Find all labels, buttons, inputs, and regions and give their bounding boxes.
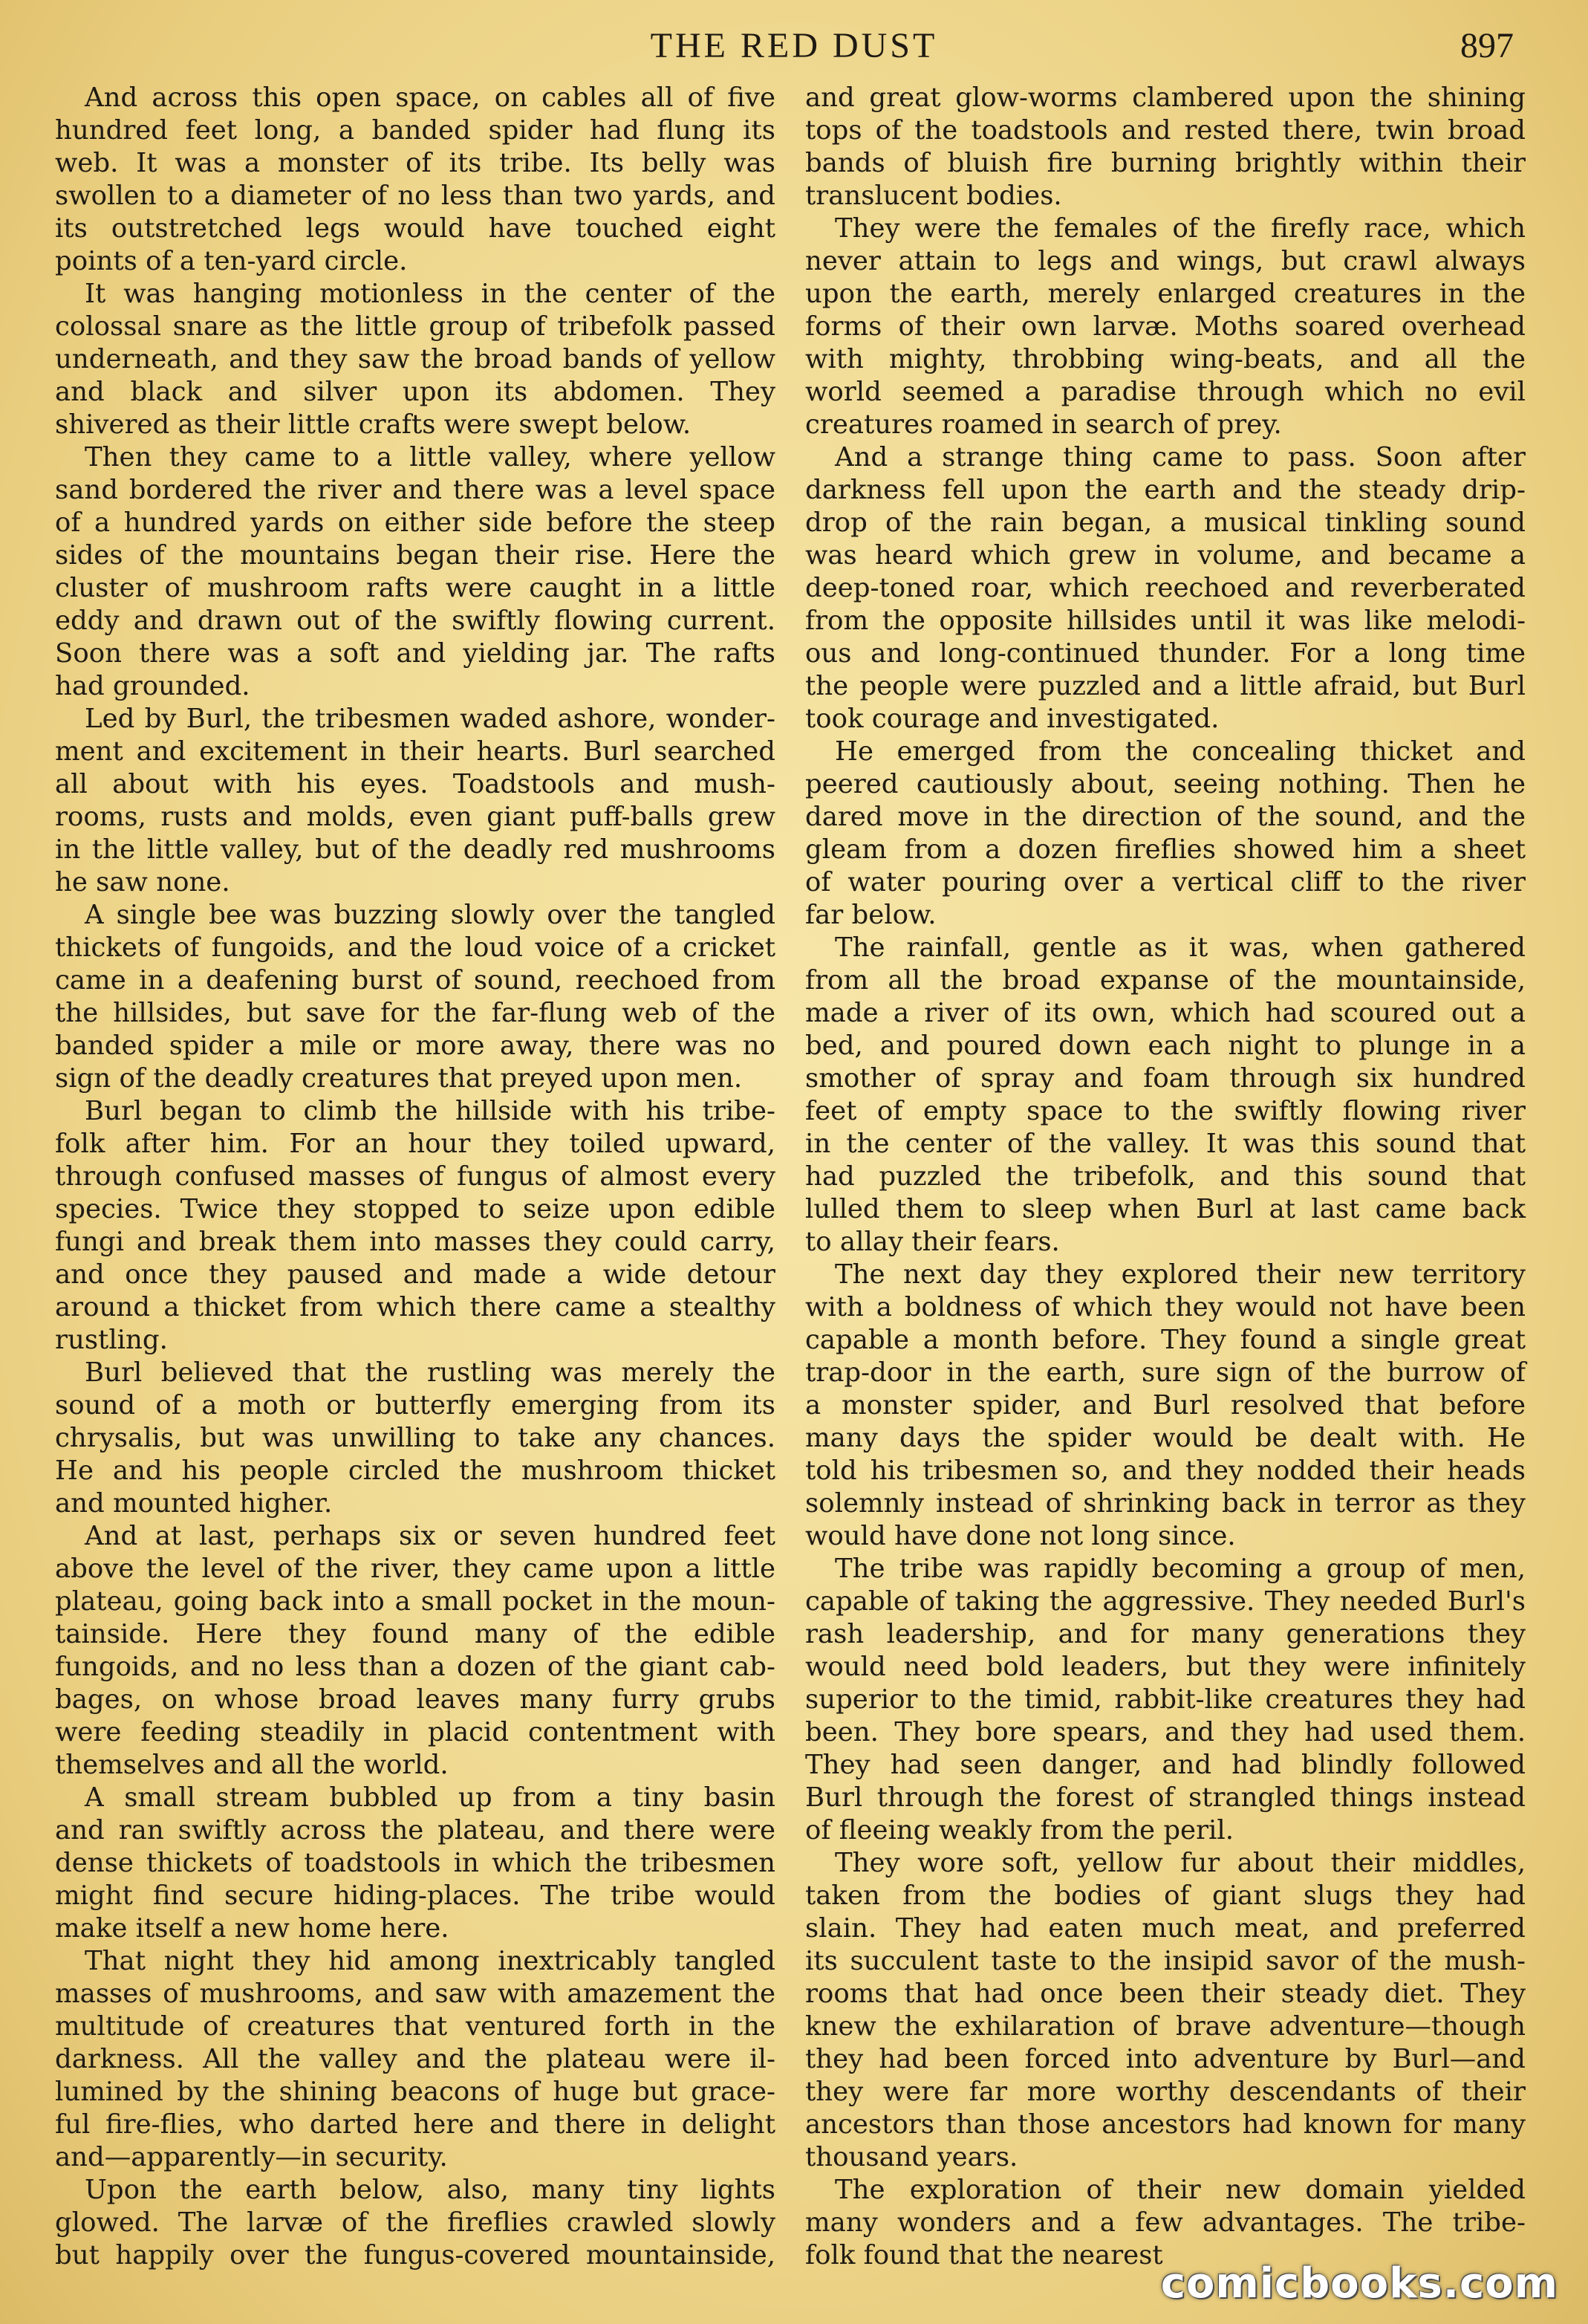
page-header: [0, 22, 1588, 74]
text-line: A single bee was buzzing slowly over the tangled: [85, 900, 775, 930]
text-line: and mounted higher.: [55, 1488, 333, 1519]
text-line: and—apparently—in security.: [55, 2142, 448, 2172]
text-line: of water pouring over a vertical cliff to the river: [805, 867, 1526, 898]
text-line: knew the exhilaration of brave adventure—though: [805, 2011, 1526, 2042]
text-line: to allay their fears.: [805, 1227, 1060, 1257]
text-line: shivered as their little crafts were swept below.: [55, 409, 692, 440]
text-line: The exploration of their new domain yielded: [835, 2175, 1526, 2205]
text-line: Upon the earth below, also, many tiny lights: [85, 2175, 775, 2205]
text-line: and ran swiftly across the plateau, and there were: [55, 1815, 775, 1846]
text-line: told his tribesmen so, and they nodded their heads: [805, 1455, 1526, 1486]
text-line: folk found that the nearest: [805, 2240, 1163, 2271]
text-line: of fleeing weakly from the peril.: [805, 1815, 1234, 1846]
text-line: points of a ten-yard circle.: [55, 246, 408, 276]
text-line: Then they came to a little valley, where yellow: [85, 442, 775, 473]
text-line: The rainfall, gentle as it was, when gathered: [835, 932, 1526, 963]
text-line: They were the females of the firefly race, which: [835, 213, 1526, 244]
text-line: many days the spider would be dealt with. He: [805, 1423, 1526, 1453]
text-line: And at last, perhaps six or seven hundred feet: [85, 1521, 775, 1551]
text-line: He and his people circled the mushroom thicket: [55, 1455, 775, 1486]
text-line: colossal snare as the little group of tribefolk passed: [55, 311, 775, 342]
text-line: Burl through the forest of strangled things instead: [805, 1782, 1526, 1813]
text-line: bages, on whose broad leaves many furry grubs: [55, 1684, 775, 1715]
text-line: with a boldness of which they would not have been: [805, 1292, 1526, 1322]
text-line: never attain to legs and wings, but crawl always: [805, 246, 1526, 276]
text-line: bands of bluish fire burning brightly within their: [805, 148, 1526, 178]
text-line: capable a month before. They found a single great: [805, 1325, 1526, 1355]
text-line: through confused masses of fungus of almost every: [55, 1161, 775, 1192]
text-line: bed, and poured down each night to plunge in a: [805, 1030, 1526, 1061]
text-line: he saw none.: [55, 867, 230, 898]
text-line: peered cautiously about, seeing nothing. Then he: [805, 769, 1526, 799]
text-line: multitude of creatures that ventured forth in the: [55, 2011, 775, 2042]
text-line: took courage and investigated.: [805, 704, 1220, 734]
text-line: It was hanging motionless in the center of the: [85, 279, 775, 309]
text-line: the hillsides, but save for the far-flung web of the: [55, 998, 775, 1028]
text-line: forms of their own larvæ. Moths soared overhead: [805, 311, 1526, 342]
text-line: would need bold leaders, but they were infinitely: [805, 1652, 1526, 1682]
text-line: world seemed a paradise through which no evil: [805, 377, 1526, 407]
text-line: far below.: [805, 900, 937, 930]
text-line: trap-door in the earth, sure sign of the burrow of: [805, 1357, 1526, 1388]
text-line: dared move in the direction of the sound, and the: [805, 802, 1526, 832]
text-line: its succulent taste to the insipid savor of the mush-: [805, 1946, 1526, 1976]
text-line: from the opposite hillsides until it was like melodi-: [805, 606, 1526, 636]
text-line: had grounded.: [55, 671, 250, 701]
text-line: sides of the mountains began their rise. Here the: [55, 540, 775, 571]
text-line: lulled them to sleep when Burl at last came back: [805, 1194, 1526, 1224]
text-line: ment and excitement in their hearts. Burl searched: [55, 736, 775, 767]
text-line: dense thickets of toadstools in which the tribesmen: [55, 1848, 775, 1878]
text-line: gleam from a dozen fireflies showed him a sheet: [805, 834, 1526, 865]
text-line: with mighty, throbbing wing-beats, and all the: [805, 344, 1526, 374]
text-line: rustling.: [55, 1325, 168, 1355]
text-line: themselves and all the world.: [55, 1750, 449, 1780]
text-line: all about with his eyes. Toadstools and mush-: [55, 769, 775, 799]
text-line: slain. They had eaten much meat, and preferred: [805, 1913, 1526, 1944]
text-line: sand bordered the river and there was a level space: [55, 475, 775, 505]
text-line: fungoids, and no less than a dozen of the giant cab-: [55, 1652, 775, 1682]
text-line: They had seen danger, and had blindly followed: [805, 1750, 1526, 1780]
text-column-left: [55, 82, 775, 2296]
text-line: feet of empty space to the swiftly flowing river: [805, 1096, 1526, 1126]
text-line: rash leadership, and for many generations they: [805, 1619, 1526, 1649]
text-line: And across this open space, on cables all of five: [85, 82, 775, 113]
text-line: folk after him. For an hour they toiled upward,: [55, 1129, 775, 1159]
text-line: rooms that had once been their steady diet. They: [805, 1979, 1526, 2009]
text-line: might find secure hiding-places. The tribe would: [55, 1880, 775, 1911]
text-line: He emerged from the concealing thicket and: [835, 736, 1526, 767]
watermark-logo: comicbooks.com: [1160, 2259, 1558, 2308]
text-line: was heard which grew in volume, and became a: [805, 540, 1526, 571]
text-line: around a thicket from which there came a stealthy: [55, 1292, 775, 1322]
text-line: would have done not long since.: [805, 1521, 1236, 1551]
text-line: they had been forced into adventure by Burl—and: [805, 2044, 1526, 2074]
text-line: tops of the toadstools and rested there, twin broad: [805, 115, 1526, 146]
text-line: deep-toned roar, which reechoed and reverberated: [805, 573, 1526, 603]
text-line: made a river of its own, which had scoured out a: [805, 998, 1526, 1028]
text-line: That night they hid among inextricably tangled: [85, 1946, 775, 1976]
running-title: THE RED DUST: [650, 26, 938, 65]
text-line: hundred feet long, a banded spider had flung its: [55, 115, 775, 146]
text-line: superior to the timid, rabbit-like creatures they had: [805, 1684, 1526, 1715]
text-line: translucent bodies.: [805, 181, 1062, 211]
text-line: a monster spider, and Burl resolved that before: [805, 1390, 1526, 1421]
text-line: lumined by the shining beacons of huge but grace-: [55, 2077, 775, 2107]
text-line: solemnly instead of shrinking back in terror as they: [805, 1488, 1526, 1519]
text-line: make itself a new home here.: [55, 1913, 449, 1944]
text-line: thousand years.: [805, 2142, 1018, 2172]
text-line: They wore soft, yellow fur about their middles,: [835, 1848, 1526, 1878]
text-line: banded spider a mile or more away, there was no: [55, 1030, 775, 1061]
text-line: sound of a moth or butterfly emerging from its: [55, 1390, 775, 1421]
text-line: the people were puzzled and a little afraid, but Burl: [805, 671, 1526, 701]
text-line: of a hundred yards on either side before the steep: [55, 507, 775, 538]
text-line: and great glow-worms clambered upon the shining: [805, 82, 1526, 113]
text-line: plateau, going back into a small pocket in the moun-: [55, 1586, 775, 1617]
text-line: web. It was a monster of its tribe. Its belly was: [55, 148, 775, 178]
text-column-right: [805, 82, 1526, 2296]
text-line: chrysalis, but was unwilling to take any chances.: [55, 1423, 775, 1453]
text-line: The next day they explored their new territory: [835, 1259, 1526, 1290]
text-line: A small stream bubbled up from a tiny basin: [85, 1782, 775, 1813]
text-line: creatures roamed in search of prey.: [805, 409, 1282, 440]
text-line: taken from the bodies of giant slugs they had: [805, 1880, 1526, 1911]
text-line: Burl believed that the rustling was merely the: [85, 1357, 775, 1388]
text-line: masses of mushrooms, and saw with amazement the: [55, 1979, 775, 2009]
text-line: thickets of fungoids, and the loud voice of a cricket: [55, 932, 775, 963]
text-line: The tribe was rapidly becoming a group of men,: [835, 1554, 1526, 1584]
text-line: came in a deafening burst of sound, reechoed from: [55, 965, 775, 996]
text-line: above the level of the river, they came upon a little: [55, 1554, 775, 1584]
text-line: in the center of the valley. It was this sound that: [805, 1129, 1526, 1159]
text-line: Soon there was a soft and yielding jar. The rafts: [55, 638, 775, 669]
text-line: its outstretched legs would have touched eight: [55, 213, 775, 244]
text-line: rooms, rusts and molds, even giant puff-balls grew: [55, 802, 775, 832]
text-line: glowed. The larvæ of the fireflies crawled slowly: [55, 2207, 775, 2238]
text-line: fungi and break them into masses they could carry,: [55, 1227, 775, 1257]
text-line: been. They bore spears, and they had used them.: [805, 1717, 1526, 1747]
text-line: from all the broad expanse of the mountainside,: [805, 965, 1526, 996]
text-line: underneath, and they saw the broad bands of yellow: [55, 344, 775, 374]
text-line: Led by Burl, the tribesmen waded ashore, wonder-: [85, 704, 775, 734]
page-number: 897: [1460, 26, 1514, 65]
text-line: smother of spray and foam through six hundred: [805, 1063, 1526, 1094]
text-line: many wonders and a few advantages. The tribe-: [805, 2207, 1526, 2238]
text-line: darkness fell upon the earth and the steady drip-: [805, 475, 1526, 505]
text-line: capable of taking the aggressive. They needed Burl's: [805, 1586, 1526, 1617]
text-line: Burl began to climb the hillside with his tribe-: [85, 1096, 775, 1126]
text-line: ancestors than those ancestors had known for many: [805, 2109, 1526, 2140]
text-line: cluster of mushroom rafts were caught in a little: [55, 573, 775, 603]
text-line: And a strange thing came to pass. Soon after: [835, 442, 1526, 473]
text-line: were feeding steadily in placid contentment with: [55, 1717, 775, 1747]
text-line: upon the earth, merely enlarged creatures in the: [805, 279, 1526, 309]
text-line: had puzzled the tribefolk, and this sound that: [805, 1161, 1526, 1192]
text-line: but happily over the fungus-covered mountainside,: [55, 2240, 775, 2271]
text-line: and once they paused and made a wide detour: [55, 1259, 775, 1290]
text-line: sign of the deadly creatures that preyed upon men.: [55, 1063, 743, 1094]
text-line: ful fire-flies, who darted here and there in delight: [55, 2109, 775, 2140]
text-line: they were far more worthy descendants of their: [805, 2077, 1526, 2107]
text-line: darkness. All the valley and the plateau were il-: [55, 2044, 775, 2074]
text-line: species. Twice they stopped to seize upon edible: [55, 1194, 775, 1224]
text-line: in the little valley, but of the deadly red mushrooms: [55, 834, 775, 865]
text-line: ous and long-continued thunder. For a long time: [805, 638, 1526, 669]
text-line: eddy and drawn out of the swiftly flowing current.: [55, 606, 775, 636]
text-line: drop of the rain began, a musical tinkling sound: [805, 507, 1526, 538]
text-line: swollen to a diameter of no less than two yards, and: [55, 181, 775, 211]
text-line: and black and silver upon its abdomen. They: [55, 377, 775, 407]
text-line: tainside. Here they found many of the edible: [55, 1619, 775, 1649]
